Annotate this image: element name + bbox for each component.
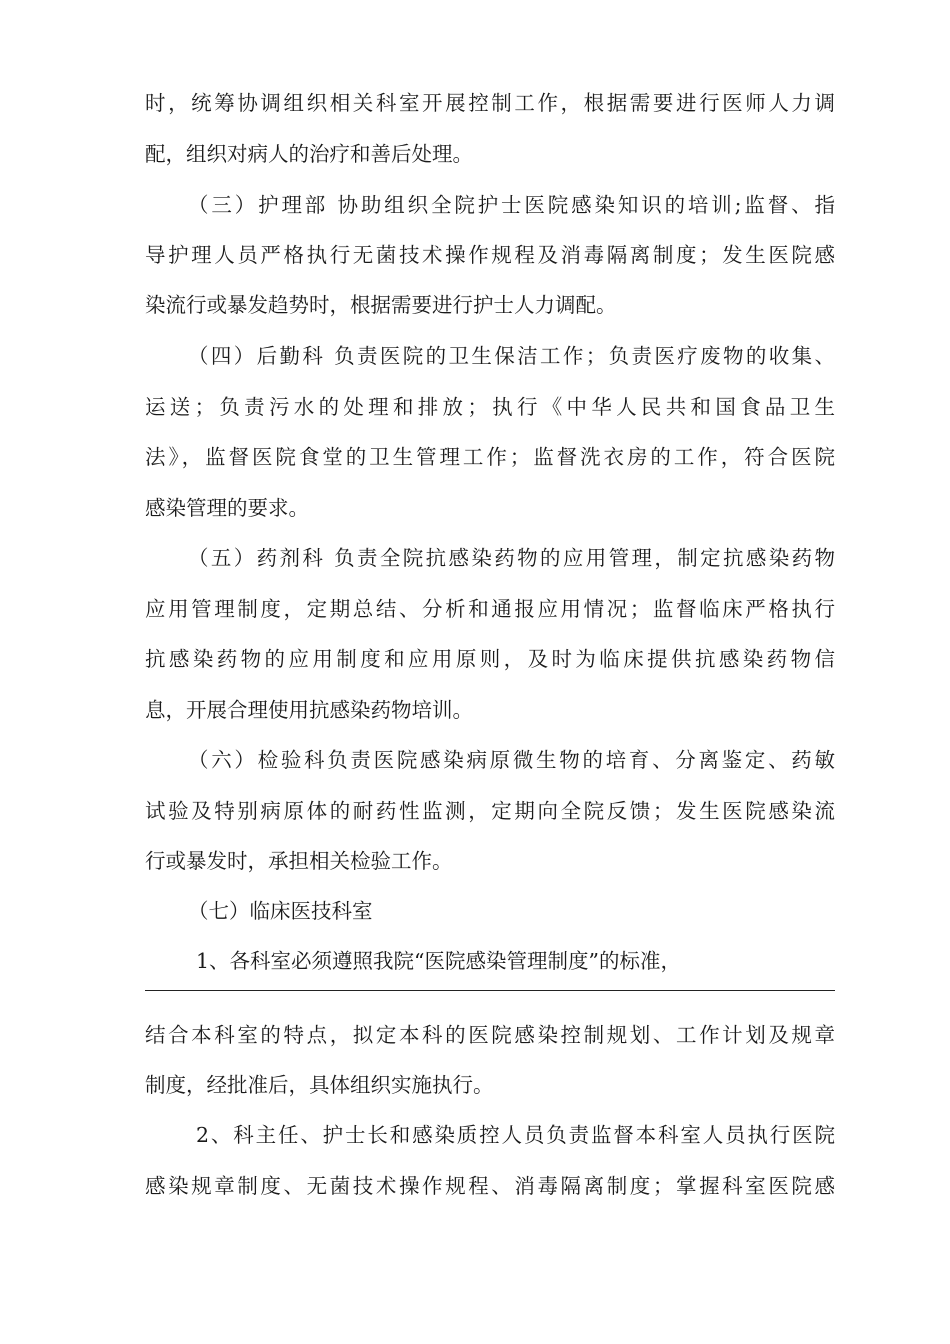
text-line: 配，组织对病人的治疗和善后处理。: [145, 142, 473, 166]
text-line: 试验及特别病原体的耐药性监测，定期向全院反馈；发生医院感染流: [145, 799, 835, 823]
section-heading-clinical: （七）临床医技科室: [188, 899, 373, 923]
text-line: 息，开展合理使用抗感染药物培训。: [145, 698, 473, 722]
text-line: 抗感染药物的应用制度和应用原则，及时为临床提供抗感染药物信: [145, 647, 835, 671]
text-line: 时，统筹协调组织相关科室开展控制工作，根据需要进行医师人力调: [145, 91, 835, 115]
list-item-2: 2、科主任、护士长和感染质控人员负责监督本科室人员执行医院: [196, 1123, 835, 1147]
text-line: 行或暴发时，承担相关检验工作。: [145, 849, 453, 873]
text-line: 制度，经批准后，具体组织实施执行。: [145, 1073, 494, 1097]
text-line: 法》，监督医院食堂的卫生管理工作；监督洗衣房的工作，符合医院: [145, 445, 835, 469]
section-heading-logistics: （四）后勤科 负责医院的卫生保洁工作；负责医疗废物的收集、: [188, 344, 835, 368]
section-heading-laboratory: （六）检验科负责医院感染病原微生物的培育、分离鉴定、药敏: [188, 748, 835, 772]
text-line: 导护理人员严格执行无菌技术操作规程及消毒隔离制度；发生医院感: [145, 243, 835, 267]
text-line: 染流行或暴发趋势时，根据需要进行护士人力调配。: [145, 293, 617, 317]
text-line: 感染规章制度、无菌技术操作规程、消毒隔离制度；掌握科室医院感: [145, 1174, 835, 1198]
text-line: 运送；负责污水的处理和排放；执行《中华人民共和国食品卫生: [145, 395, 835, 419]
horizontal-rule: [145, 990, 835, 991]
section-heading-nursing: （三）护理部 协助组织全院护士医院感染知识的培训;监督、指: [188, 193, 835, 217]
text-line: 应用管理制度，定期总结、分析和通报应用情况；监督临床严格执行: [145, 597, 835, 621]
section-heading-pharmacy: （五）药剂科 负责全院抗感染药物的应用管理，制定抗感染药物: [188, 546, 835, 570]
text-line: 结合本科室的特点，拟定本科的医院感染控制规划、工作计划及规章: [145, 1023, 835, 1047]
list-item-1: 1、各科室必须遵照我院“医院感染管理制度”的标准，: [196, 949, 682, 973]
text-line: 感染管理的要求。: [145, 496, 309, 520]
